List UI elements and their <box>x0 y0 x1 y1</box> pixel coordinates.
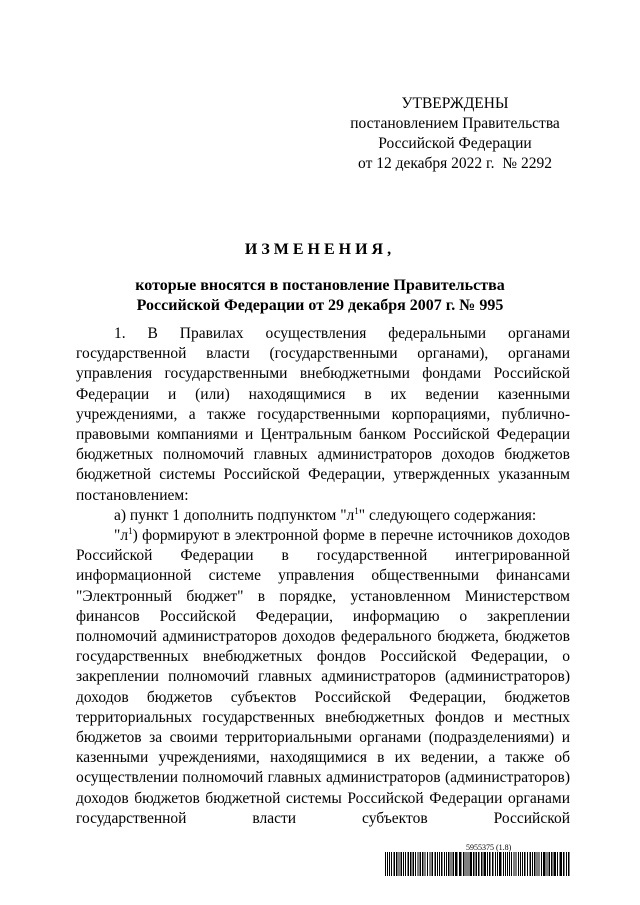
document-title <box>0 240 640 316</box>
paragraph-text: " следующего содержания: <box>358 506 537 524</box>
paragraph-text: ) формируют в электронной форме в перечне источников доходов Российской Федерации в государственной интегрированной информационной системе управления общественными финансами "Электронный бюджет" в порядке, установленном Министерством финансов Российской Федерации, информацию о закреплении полномочий администраторов доходов федерального бюджета, бюджетов государственных внебюджетных фондов Российской Федерации, о закреплении полномочий главных администраторов (администраторов) доходов бюджетов субъектов Российской Федерации, бюджетов территориальных государственных внебюджетных фондов и местных бюджетов за своими территориальными органами (подразделениями) и казенными учреждениями, находящимися в их ведении, а также об осуществлении полномочий главных администраторов (администраторов) доходов бюджетов бюджетной системы Российской Федерации органами государственной власти субъектов Российской <box>76 527 570 827</box>
paragraph <box>76 506 570 526</box>
superscript: 1 <box>354 505 359 516</box>
title-sub-line: Российской Федерации от 29 декабря 2007 г. № 995 <box>136 297 504 314</box>
superscript: 1 <box>128 525 133 536</box>
approval-line: постановлением Правительства <box>350 115 560 132</box>
paragraph-text: "л <box>114 527 129 545</box>
approval-date: от 12 декабря 2022 г. № 2292 <box>358 155 552 172</box>
paragraph-text: а) пункт 1 дополнить подпунктом "л <box>114 506 355 524</box>
paragraph: 1. В Правилах осуществления федеральными органами государственной власти (государственными органами), органами управления государственными внебюджетными фондами Российской Федерации и (или) находящимися в их ведении казенными учреждениями, а также государственными корпорациями, публично-правовыми компаниями и Центральным банком Российской Федерации бюджетных полномочий главных администраторов доходов бюджетов бюджетной системы Российской Федерации, утвержденных указанным постановлением: <box>76 325 570 504</box>
title-main: ИЗМЕНЕНИЯ, <box>244 241 396 258</box>
barcode-icon <box>385 852 570 876</box>
document-code: 5955375 (1.8) <box>466 843 512 852</box>
document-body <box>76 324 570 829</box>
approval-heading: УТВЕРЖДЕНЫ <box>401 95 509 112</box>
approval-stamp <box>330 94 580 174</box>
paragraph <box>76 526 570 829</box>
approval-line: Российской Федерации <box>378 135 532 152</box>
title-sub-line: которые вносятся в постановление Правительства <box>135 277 505 294</box>
